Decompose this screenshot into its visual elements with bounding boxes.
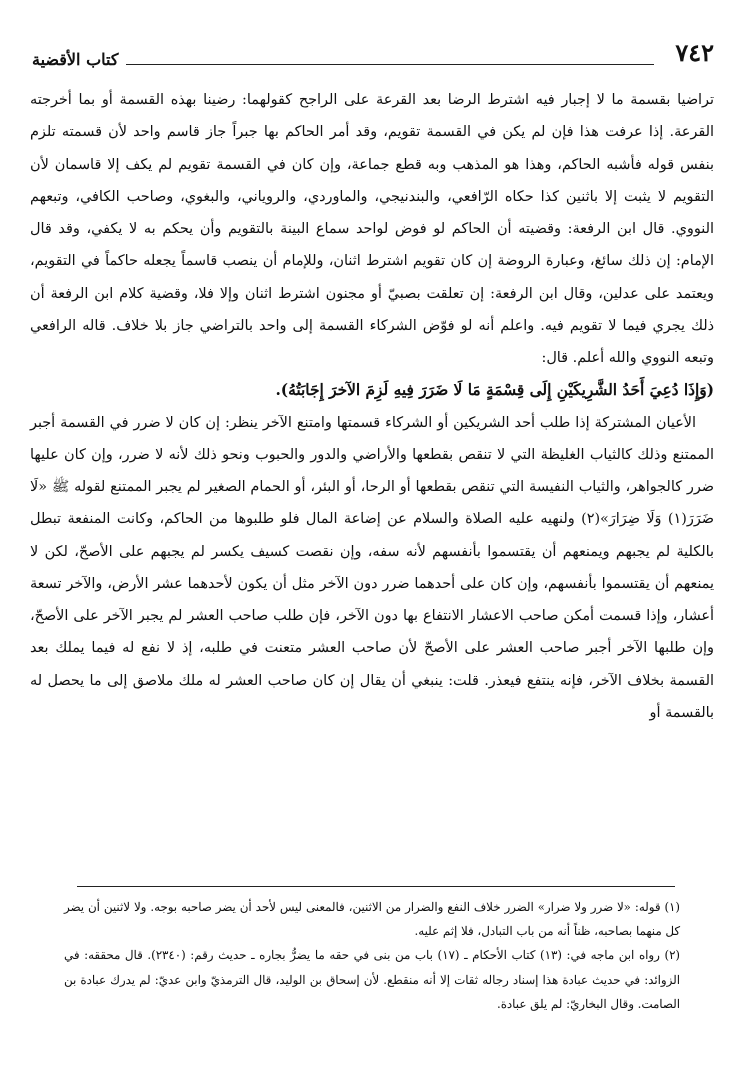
paragraph-2: الأعيان المشتركة إذا طلب أحد الشريكين أو الشركاء قسمتها وامتنع الآخر ينظر: إن كان لا ضرر في القسمة أجبر الممتنع وذلك كالثياب الغليظة التي لا تنقص بقطعها والأراضي والدور والحبوب ونحو ذلك لأنه لا ضرر، وإن كان عليها ضرر كالجواهر، والثياب النفيسة التي تنقص بقطعها أو الرحا، أو البئر، أو الحمام الصغير لم يجبر الممتنع لقوله ﷺ «لَا ضَرَرَ(١) وَلَا ضِرَارَ»(٢) ولنهيه عليه الصلاة والسلام عن إضاعة المال فلو طلبوها من الحاكم، وكانت المنفعة تبطل بالكلية لم يجبهم ويمنعهم أن يقتسموا بأنفسهم لأنه سفه، وإن نقصت كسيف يكسر لم يجبهم على الأصحّ، لكن لا يمنعهم أن يقتسموا بأنفسهم، وإن كان على أحدهما ضرر دون الآخر مثل أن يكون لأحدهما عشر الأرض، والآخر تسعة أعشار، وإذا قسمت أمكن صاحب الاعشار الانتفاع بها دون الآخر، فإن طلب صاحب العشر لم يجبر الآخر على الأصحّ، وإن طلبها الآخر أجبر صاحب العشر على الأصحّ لأن صاحب العشر متعنت في طلبه، إذ لا نفع له فيما يملك بعد القسمة بخلاف الآخر، فإنه ينتفع فيعذر. قلت: ينبغي أن يقال إن كان صاحب العشر له ملك ملاصق إلى ما يحصل له بالقسمة أو <box>30 414 714 721</box>
footnote-2: (٢) رواه ابن ماجه في: (١٣) كتاب الأحكام ـ (١٧) باب من بنى في حقه ما يضرُّ بجاره ـ حديث رقم: (٢٣٤٠). قال محققه: في الزوائد: في حديث عبادة هذا إسناد رجاله ثقات إلا أنه منقطع. لأن إسحاق بن الوليد، قال الترمذيّ وابن عديّ: لم يدرك عبادة بن الصامت. وقال البخاريّ: لم يلق عبادة. <box>64 948 681 1011</box>
footnotes <box>64 895 680 1016</box>
page-header <box>30 38 714 72</box>
paragraph-1: تراضيا بقسمة ما لا إجبار فيه اشترط الرضا بعد القرعة على الراجح كقولهما: رضينا بهذه القسمة أو بما أخرجته القرعة. إذا عرفت هذا فإن لم يكن في القسمة تقويم، وقد أمر الحاكم بها جبراً جاز قاسم واحد لأن قسمته تلزم بنفس قوله فأشبه الحاكم، وهذا هو المذهب وبه قطع جماعة، وإن كان في القسمة تقويم لم يكف إلا قاسمان لأن التقويم لا يثبت إلا باثنين كذا حكاه الرّافعي، والبندنيجي، والماوردي، والروياني، والبغوي، وصاحب الكافي، وتبعهم النووي. قال ابن الرفعة: وقضيته أن الحاكم لو فوض لواحد سماع البينة بالتقويم وأن يحكم به لا يكفي، وقد قال الإمام: إن ذلك سائغ، وعبارة الروضة إن كان تقويم اشترط اثنان، وللإمام أن ينصب قاسماً يجعله حاكماً في التقويم، ويعتمد على عدلين، وقال ابن الرفعة: إن تعلقت بصبيّ أو مجنون اشترط اثنان وإلا فلا، وقضية كلام ابن الرفعة أن ذلك يجري فيما لا تقويم فيه. واعلم أنه لو فوّض الشركاء القسمة إلى واحد بالتراضي جاز بلا خلاف. قاله الرافعي وتبعه النووي والله أعلم. قال: <box>30 92 714 366</box>
main-text <box>30 84 714 729</box>
footnote-1: (١) قوله: «لا ضرر ولا ضرار» الضرر خلاف النفع والضرار من الاثنين، فالمعنى ليس لأحد أن يضر صاحبه بوجه. ولا لاثنين أن يضر كل منهما بصاحبه، ظناً أنه من باب التبادل، فلا إثم عليه. <box>64 900 680 939</box>
page-number: ٧٤٢ <box>675 38 714 67</box>
matn-verse: (وَإِذَا دُعِيَ أَحَدُ الشَّرِيكَيْنِ إِلَى قِسْمَةٍ مَا لَا ضَرَرَ فِيهِ لَزِمَ الآخرَ إِجَابَتُهُ). <box>275 381 714 400</box>
header-rule <box>126 64 654 65</box>
book-title: كتاب الأقضية <box>32 50 119 69</box>
footnote-separator <box>77 886 675 887</box>
